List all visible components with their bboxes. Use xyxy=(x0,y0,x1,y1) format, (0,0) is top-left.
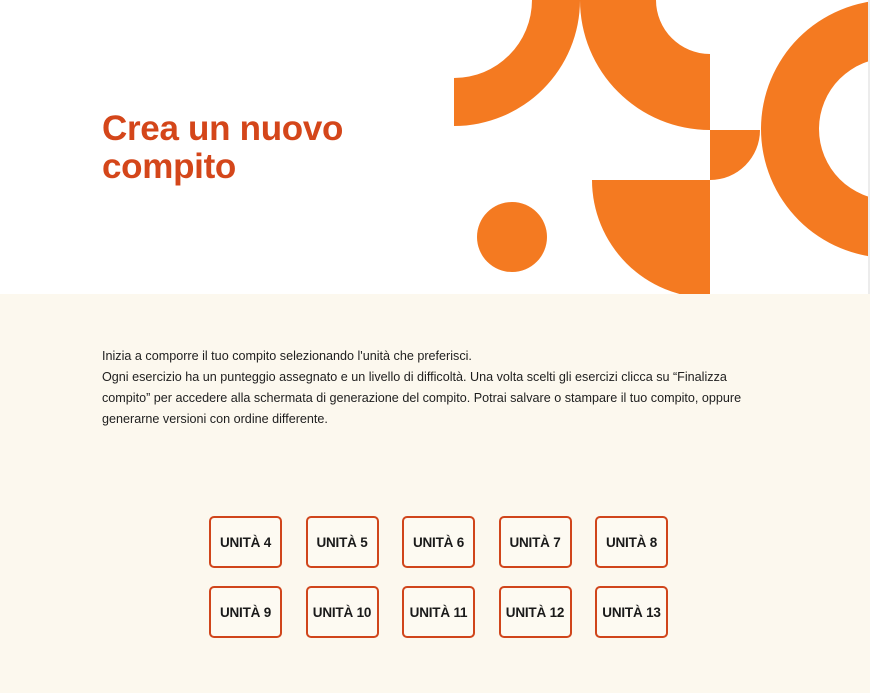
decorative-geometric-shapes-icon xyxy=(0,0,868,294)
unit-11-button[interactable]: UNITÀ 11 xyxy=(402,586,475,638)
unit-5-button[interactable]: UNITÀ 5 xyxy=(306,516,379,568)
page-title-line2: compito xyxy=(102,147,237,186)
unit-selector-grid xyxy=(209,516,668,638)
page-title-line1: Crea un nuovo xyxy=(102,109,344,148)
large-quarter-circle-shape xyxy=(592,180,710,294)
unit-8-button[interactable]: UNITÀ 8 xyxy=(595,516,668,568)
quarter-ring-middle-shape xyxy=(580,0,710,130)
intro-text xyxy=(102,346,762,430)
small-quarter-circle-shape xyxy=(710,130,760,180)
unit-12-button[interactable]: UNITÀ 12 xyxy=(499,586,572,638)
quarter-ring-left-shape xyxy=(454,0,580,126)
intro-paragraph-2: Ogni esercizio ha un punteggio assegnato e un livello di difficoltà. Una volta scelti gli esercizi clicca su “Finalizza compito” per accedere alla schermata di generazione del compito. Potrai salvare o stampare il tuo compito, oppure generarne versioni con ordine differente. xyxy=(102,370,742,426)
unit-13-button[interactable]: UNITÀ 13 xyxy=(595,586,668,638)
unit-6-button[interactable]: UNITÀ 6 xyxy=(402,516,475,568)
c-ring-shape xyxy=(761,0,868,258)
unit-7-button[interactable]: UNITÀ 7 xyxy=(499,516,572,568)
unit-4-button[interactable]: UNITÀ 4 xyxy=(209,516,282,568)
intro-line-1: Inizia a comporre il tuo compito selezionando l'unità che preferisci. xyxy=(102,349,472,363)
hero-banner xyxy=(0,0,868,294)
dot-shape xyxy=(477,202,547,272)
unit-9-button[interactable]: UNITÀ 9 xyxy=(209,586,282,638)
unit-10-button[interactable]: UNITÀ 10 xyxy=(306,586,379,638)
